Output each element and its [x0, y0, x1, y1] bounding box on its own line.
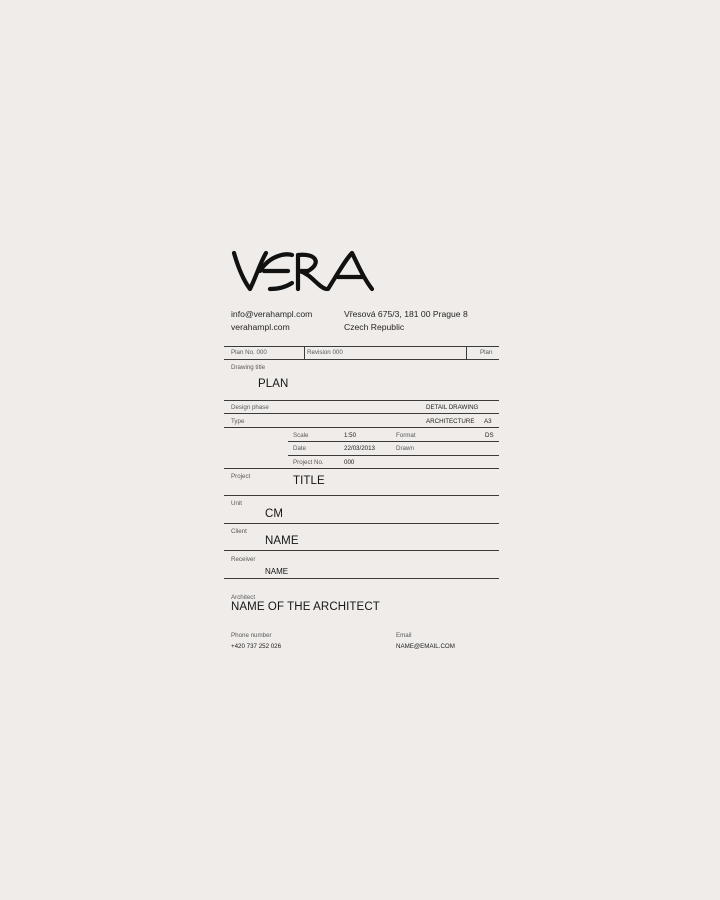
contact-address-line1: Vřesová 675/3, 181 00 Prague 8 [344, 309, 468, 319]
drawing-title-value: PLAN [258, 378, 289, 390]
plan-label: Plan [480, 349, 493, 356]
email-value[interactable]: NAME@EMAIL.COM [396, 643, 455, 650]
unit-label: Unit [231, 500, 243, 507]
divider [288, 441, 499, 442]
divider [224, 468, 499, 469]
project-no-value: 000 [344, 459, 355, 466]
contact-address-line2: Czech Republic [344, 322, 405, 332]
project-label: Project [231, 473, 251, 480]
type-value: ARCHITECTURE [426, 418, 475, 425]
client-value: NAME [265, 535, 299, 547]
email-label: Email [396, 632, 412, 639]
divider [224, 427, 499, 428]
contact-website[interactable]: verahampl.com [231, 322, 290, 332]
divider [224, 495, 499, 496]
drawn-label: Drawn [396, 445, 414, 452]
design-phase-value: DETAIL DRAWING [426, 404, 479, 411]
divider [288, 455, 499, 456]
divider [224, 523, 499, 524]
phone-value[interactable]: +420 737 252 026 [231, 643, 282, 650]
table-top-border [224, 346, 499, 347]
client-label: Client [231, 528, 247, 535]
project-value: TITLE [293, 475, 325, 487]
contact-email[interactable]: info@verahampl.com [231, 309, 313, 319]
architect-value: NAME OF THE ARCHITECT [231, 601, 380, 613]
column-divider [466, 346, 467, 359]
receiver-label: Receiver [231, 556, 256, 563]
column-divider [304, 346, 305, 359]
plan-no: Plan No. 000 [231, 349, 267, 356]
format-label: Format [396, 432, 416, 439]
date-value: 22/03/2013 [344, 445, 375, 452]
type-size: A3 [484, 418, 492, 425]
type-label: Type [231, 418, 245, 425]
architect-label: Architect [231, 594, 256, 601]
unit-value: CM [265, 508, 284, 520]
divider [224, 413, 499, 414]
phone-label: Phone number [231, 632, 272, 639]
receiver-value: NAME [265, 567, 289, 576]
drawing-title-label: Drawing title [231, 364, 266, 371]
date-label: Date [293, 445, 307, 452]
project-no-label: Project No. [293, 459, 324, 466]
vera-logo [230, 247, 376, 295]
divider [224, 550, 499, 551]
divider [224, 400, 499, 401]
revision: Revision 000 [307, 349, 343, 356]
divider [224, 359, 499, 360]
design-phase-label: Design phase [231, 404, 269, 411]
scale-label: Scale [293, 432, 309, 439]
table-bottom-border [224, 578, 499, 579]
scale-value: 1:50 [344, 432, 357, 439]
format-value: DS [485, 432, 494, 439]
